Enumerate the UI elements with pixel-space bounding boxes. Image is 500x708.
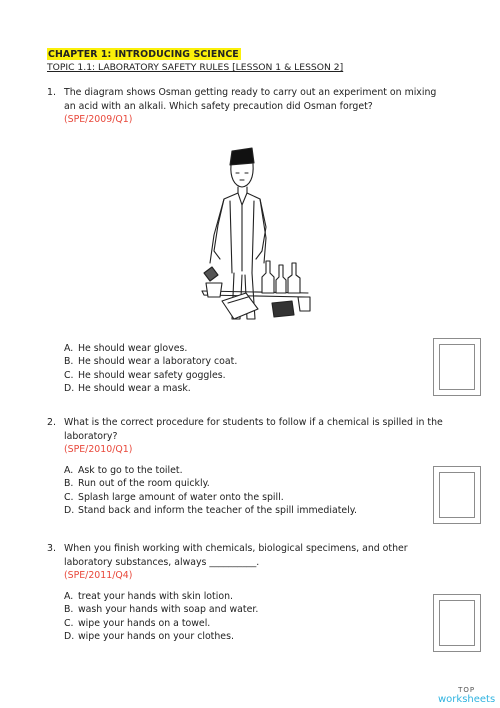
question-reference: (SPE/2010/Q1) — [64, 444, 133, 456]
logo-brand-text: worksheets — [438, 694, 496, 705]
option-a[interactable]: A. Ask to go to the toilet. — [64, 465, 183, 476]
logo-top-text: TOP — [458, 686, 476, 694]
question-3 — [47, 542, 457, 583]
option-d[interactable]: D. He should wear a mask. — [64, 383, 191, 395]
option-d[interactable]: D. wipe your hands on your clothes. — [64, 631, 234, 643]
question-text-line: When you finish working with chemicals, biological specimens, and other — [64, 543, 408, 554]
answer-box-inner — [439, 344, 475, 390]
question-2 — [47, 416, 457, 457]
question-stem — [64, 86, 457, 127]
question-number: 3. — [47, 543, 56, 554]
option-a[interactable]: A. treat your hands with skin lotion. — [64, 591, 233, 602]
answer-box-inner — [439, 472, 475, 518]
question-reference: (SPE/2009/Q1) — [64, 114, 133, 126]
option-c[interactable]: C. He should wear safety goggles. — [64, 369, 226, 381]
question-1 — [47, 86, 457, 127]
option-c[interactable]: C. wipe your hands on a towel. — [64, 617, 211, 629]
answer-options-2 — [64, 464, 357, 518]
option-a[interactable]: A. He should wear gloves. — [64, 343, 188, 354]
topworksheets-logo — [438, 686, 495, 704]
option-c[interactable]: C. Splash large amount of water onto the spill. — [64, 491, 284, 503]
question-text-line: an acid with an alkali. Which safety precaution did Osman forget? — [64, 100, 373, 112]
question-text-line: What is the correct procedure for students to follow if a chemical is spilled in the — [64, 417, 443, 428]
option-d[interactable]: D. Stand back and inform the teacher of the spill immediately. — [64, 505, 357, 517]
question-text-line: The diagram shows Osman getting ready to carry out an experiment on mixing — [64, 87, 437, 98]
answer-box-inner — [439, 600, 475, 646]
question-reference: (SPE/2011/Q4) — [64, 570, 133, 582]
topic-heading: TOPIC 1.1: LABORATORY SAFETY RULES [LESSON 1 & LESSON 2] — [47, 62, 344, 73]
lab-student-illustration — [200, 143, 312, 323]
chapter-heading: CHAPTER 1: INTRODUCING SCIENCE — [48, 49, 239, 60]
question-stem — [64, 542, 457, 583]
answer-options-1 — [64, 342, 237, 396]
question-number: 1. — [47, 87, 56, 98]
answer-box-1[interactable] — [433, 338, 481, 396]
answer-options-3 — [64, 590, 258, 644]
answer-box-2[interactable] — [433, 466, 481, 524]
question-number: 2. — [47, 417, 56, 428]
option-b[interactable]: B. Run out of the room quickly. — [64, 478, 210, 490]
question-text-line: laboratory substances, always __________. — [64, 556, 260, 568]
answer-box-3[interactable] — [433, 594, 481, 652]
option-b[interactable]: B. wash your hands with soap and water. — [64, 604, 259, 616]
question-stem — [64, 416, 457, 457]
option-b[interactable]: B. He should wear a laboratory coat. — [64, 356, 238, 368]
question-text-line: laboratory? — [64, 430, 118, 442]
